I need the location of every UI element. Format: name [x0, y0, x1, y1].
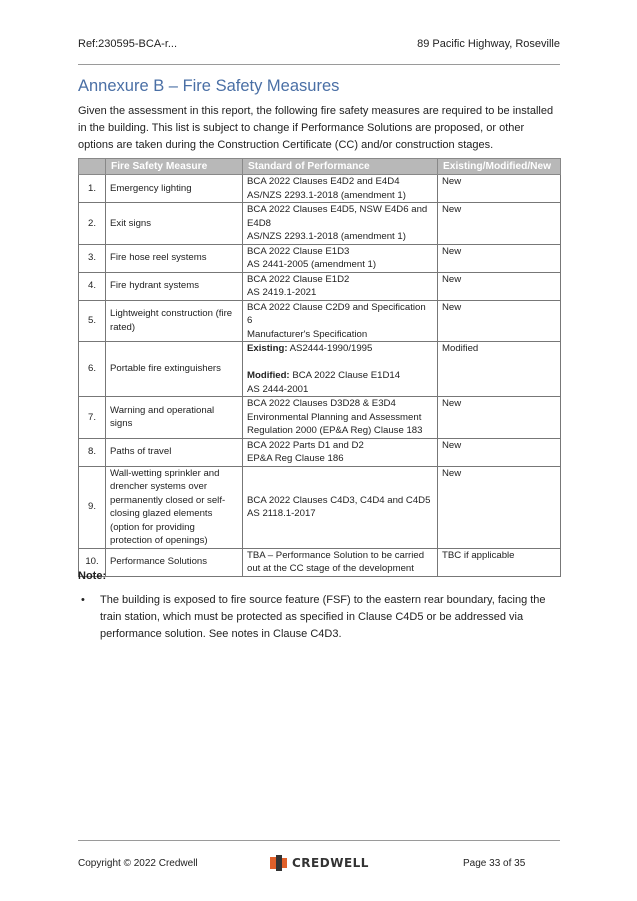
table-row: [79, 244, 561, 272]
standard-line: AS 2118.1-2017: [247, 508, 316, 519]
row-number: 8.: [79, 438, 106, 466]
table-row: [79, 342, 561, 397]
row-status: New: [438, 397, 561, 439]
header-cell-measure: Fire Safety Measure: [106, 159, 243, 175]
standard-line: TBA – Performance Solution to be carried out at the CC stage of the development: [247, 549, 425, 574]
credwell-logo: [270, 855, 369, 871]
row-standard: [243, 397, 438, 439]
row-standard: [243, 203, 438, 245]
standard-line: AS/NZS 2293.1-2018 (amendment 1): [247, 189, 406, 201]
table-row: [79, 300, 561, 342]
header-cell-standard: Standard of Performance: [243, 159, 438, 175]
standard-line: Environmental Planning and Assessment Regulation 2000 (EP&A Reg) Clause 183: [247, 411, 423, 436]
page-title: Annexure B – Fire Safety Measures: [78, 77, 340, 95]
row-measure: Performance Solutions: [106, 548, 243, 576]
standard-line: AS 2444-2001: [247, 383, 309, 395]
header-address: 89 Pacific Highway, Roseville: [417, 38, 560, 50]
note-list: [78, 592, 562, 643]
row-status: New: [438, 272, 561, 300]
table-header-row: [79, 159, 561, 175]
spacer: [247, 356, 433, 370]
row-number: 4.: [79, 272, 106, 300]
footer-page-number: Page 33 of 35: [463, 858, 526, 869]
standard-line: BCA 2022 Clauses D3D28 & E3D4: [247, 398, 396, 409]
row-standard: [243, 272, 438, 300]
standard-line: AS/NZS 2293.1-2018 (amendment 1): [247, 231, 406, 242]
header-cell-status: Existing/Modified/New: [438, 159, 561, 175]
standard-line: BCA 2022 Clause E1D3: [247, 245, 350, 257]
row-status: New: [438, 175, 561, 203]
row-measure: Fire hydrant systems: [106, 272, 243, 300]
row-status: New: [438, 203, 561, 245]
row-measure: Lightweight construction (fire rated): [106, 300, 243, 342]
existing-label: Existing:: [247, 343, 288, 354]
row-status: TBC if applicable: [438, 548, 561, 576]
fire-safety-measures-table: [78, 158, 561, 577]
note-bullet: • The building is exposed to fire source feature (FSF) to the eastern rear boundary, facing the train station, which must be protected as specified in Clause C4D5 or be addressed via performance solution. See notes in Clause C4D3.: [78, 592, 562, 643]
row-standard: [243, 300, 438, 342]
table-row: [79, 272, 561, 300]
standard-modified: [247, 369, 433, 383]
logo-text: CREDWELL: [292, 856, 369, 870]
row-number: 9.: [79, 466, 106, 548]
row-measure: Exit signs: [106, 203, 243, 245]
row-status: New: [438, 466, 561, 548]
row-status: Modified: [438, 342, 561, 397]
standard-line: BCA 2022 Clauses E4D5, NSW E4D6 and E4D8: [247, 204, 428, 229]
row-number: 7.: [79, 397, 106, 439]
table-row: [79, 397, 561, 439]
row-status: New: [438, 300, 561, 342]
footer-divider: [78, 840, 560, 841]
credwell-logo-icon: [270, 855, 288, 871]
row-standard: [243, 342, 438, 397]
row-standard: [243, 244, 438, 272]
row-number: 3.: [79, 244, 106, 272]
standard-line: EP&A Reg Clause 186: [247, 453, 344, 464]
standard-line: AS 2419.1-2021: [247, 287, 317, 298]
intro-paragraph: Given the assessment in this report, the following fire safety measures are required to be installed in the building. This list is subject to change if Performance Solutions are proposed, or other options are taken during the Construction Certificate (CC) and/or construction stages.: [78, 105, 554, 151]
row-standard: [243, 175, 438, 203]
row-measure: Warning and operational signs: [106, 397, 243, 439]
table-row: [79, 466, 561, 548]
standard-existing: [247, 342, 433, 356]
row-standard: [243, 466, 438, 548]
table-row: [79, 175, 561, 203]
row-status: New: [438, 244, 561, 272]
row-number: 5.: [79, 300, 106, 342]
row-measure: Portable fire extinguishers: [106, 342, 243, 397]
standard-line: AS 2441-2005 (amendment 1): [247, 259, 377, 270]
modified-label: Modified:: [247, 370, 290, 381]
standard-line: BCA 2022 Clause E1D2: [247, 273, 350, 285]
existing-value: AS2444-1990/1995: [289, 343, 373, 354]
row-measure: Emergency lighting: [106, 175, 243, 203]
row-status: New: [438, 438, 561, 466]
footer-copyright: Copyright © 2022 Credwell: [78, 858, 198, 869]
modified-value: BCA 2022 Clause E1D14: [292, 370, 401, 381]
standard-line: BCA 2022 Clause C2D9 and Specification 6: [247, 301, 426, 326]
header-divider: [78, 64, 560, 65]
standard-line: BCA 2022 Clauses C4D3, C4D4 and C4D5: [247, 494, 431, 506]
standard-line: BCA 2022 Clauses E4D2 and E4D4: [247, 176, 400, 187]
row-number: 1.: [79, 175, 106, 203]
table-row: [79, 203, 561, 245]
note-title: Note:: [78, 570, 107, 582]
row-number: 6.: [79, 342, 106, 397]
header-ref: Ref:230595-BCA-r...: [78, 38, 178, 50]
row-measure: Wall-wetting sprinkler and drencher systems over permanently closed or self-closing glazed elements (option for providing protection of openings): [106, 466, 243, 548]
standard-line: BCA 2022 Parts D1 and D2: [247, 439, 364, 451]
header-cell-blank: [79, 159, 106, 175]
table-row: [79, 548, 561, 576]
row-measure: Paths of travel: [106, 438, 243, 466]
row-number: 2.: [79, 203, 106, 245]
row-standard: [243, 548, 438, 576]
table-row: [79, 438, 561, 466]
row-number: 10.: [79, 548, 106, 576]
row-standard: [243, 438, 438, 466]
standard-line: Manufacturer's Specification: [247, 328, 368, 340]
row-measure: Fire hose reel systems: [106, 244, 243, 272]
